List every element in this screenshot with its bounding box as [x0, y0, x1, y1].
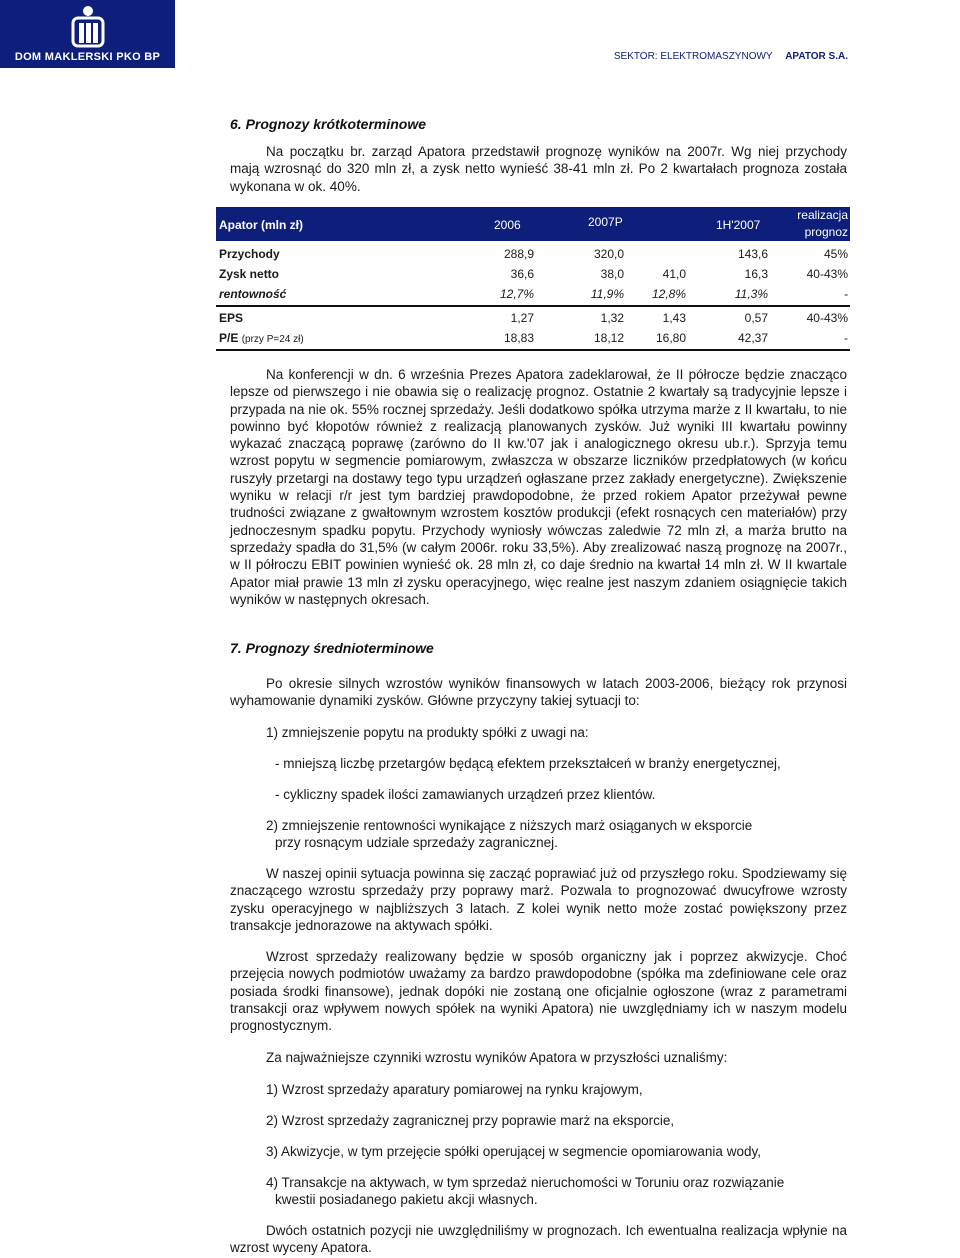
cell-2007b: 16,80 [655, 331, 686, 345]
cell-2006: 288,9 [503, 247, 534, 261]
cell-2007a: 18,12 [593, 331, 624, 345]
cell-2007a: 11,9% [590, 287, 624, 301]
table-row [216, 328, 850, 348]
header-info [614, 51, 848, 62]
cell-real: - [844, 331, 848, 345]
cell-2007b: 41,0 [662, 267, 686, 281]
cell-1h: 0,57 [744, 311, 768, 325]
list-subitem: - mniejszą liczbę przetargów będącą efektem przekształceń w branży energetycznej, [275, 756, 781, 771]
header-2007p: 2007P [588, 215, 623, 229]
list-subitem: - cykliczny spadek ilości zamawianych urządzeń przez klientów. [275, 787, 656, 802]
table-row [216, 264, 850, 284]
table-divider [216, 305, 850, 307]
cell-2007a: 320,0 [593, 247, 624, 261]
cell-2007a: 38,0 [600, 267, 624, 281]
table-bottom-rule [216, 349, 850, 351]
brand-block [0, 0, 175, 68]
table-row [216, 308, 850, 328]
cell-2006: 36,6 [510, 267, 534, 281]
section6-intro: Na początku br. zarząd Apatora przedstawił prognozę wyników na 2007r. Wg niej przychody mają wzrosnąć do 320 mln zł, a zysk netto wynieść 38-41 mln zł. Po 2 kwartałach prognoza została wykonana w ok. 40%. [230, 144, 847, 194]
cell-2007a: 1,32 [600, 311, 624, 325]
header-label: Apator (mln zł) [219, 218, 303, 232]
row-label-note: (przy P=24 zł) [241, 334, 304, 345]
row-label: Przychody [219, 247, 280, 261]
cell-real: 40-43% [806, 267, 848, 281]
section7-p1: Po okresie silnych wzrostów wyników finansowych w latach 2003-2006, bieżący rok przynosi wyhamowanie dynamiki zysków. Główne przyczyny takiej sytuacji to: [230, 676, 847, 709]
factor-item: 4) Transakcje na aktywach, w tym sprzedaż nieruchomości w Toruniu oraz rozwiązanie [266, 1175, 785, 1190]
row-label: Zysk netto [219, 267, 280, 281]
table-header [216, 207, 850, 241]
brand-name: DOM MAKLERSKI PKO BP [14, 51, 161, 63]
company-label: APATOR S.A. [785, 51, 848, 62]
section7-p2: W naszej opinii sytuacja powinna się zacząć poprawiać już od przyszłego roku. Spodziewamy się znaczącego wzrostu sprzedaży przy poprawy marż. Pozwala to prognozować dwucyfrowe wzrosty zysku operacyjnego w najbliższych 3 latach. Z kolei wynik netto może zostać powiększony przez transakcje jednorazowe na aktywach spółki. [230, 866, 847, 933]
sector-label: SEKTOR: ELEKTROMASZYNOWY [613, 51, 773, 62]
cell-1h: 11,3% [734, 287, 768, 301]
table-row [216, 284, 850, 304]
section6-title: 6. Prognozy krótkoterminowe [230, 116, 427, 132]
cell-real: 40-43% [806, 311, 848, 325]
section6-body: Na konferencji w dn. 6 września Prezes Apatora zadeklarował, że II półrocze będzie znacząco lepsze od pierwszego i nie obawia się o realizację prognoz. Ostatnie 2 kwartały są tradycyjnie lepsze i przypada na nie ok. 55% rocznej sprzedaży. Jeśli dodatkowo spółka utrzyma marże z II kwartału, to nie powinno być kłopotów również z realizacją planowanych zysków. Już wyniki III kwartału powinny wykazać znaczącą poprawę (zarówno do II kw.'07 jak i analogicznego okresu ub.r.). Sprzyja temu wzrost popytu w segmencie pomiarowym, zwłaszcza w obszarze liczników przedpłatowych (w końcu ruszyły przetargi na dostawy tego typu urządzeń ogłaszane przez zakłady energetyczne). Zwiększenie wyniku w relacji r/r jest tym bardziej prawdopodobne, że przed rokiem Apator przeżywał pewne trudności związane z gwałtownym wzrostem kosztów produkcji (efekt rosnących cen materiałów) przy jednoczesnym spadku popytu. Przychody wyniosły wówczas zaledwie 72 mln zł, a marża brutto na sprzedaży spadła do 31,5% (w całym 2006r. roku 33,5%). Aby zrealizować naszą prognozę na 2007r., w II półroczu EBIT powinien wynieść ok. 28 mln zł, co daje średnio na kwartał 14 mln zł. W II kwartale Apator miał prawie 13 mln zł zysku operacyjnego, więc realne jest naszym zdaniem osiągnięcie takich wyników w następnych okresach. [230, 367, 847, 607]
cell-1h: 42,37 [737, 331, 768, 345]
list-item: 2) zmniejszenie rentowności wynikające z niższych marż osiąganych w eksporcie [266, 818, 753, 833]
header-1h2007: 1H'2007 [716, 218, 761, 232]
list-item: 1) zmniejszenie popytu na produkty spółki z uwagi na: [266, 725, 589, 740]
forecast-table [216, 207, 850, 352]
header-2006: 2006 [494, 218, 521, 232]
row-label: rentowność [219, 287, 287, 301]
cell-1h: 16,3 [744, 267, 768, 281]
cell-real: - [844, 287, 848, 301]
section7-p5: Dwóch ostatnich pozycji nie uwzględniliśmy w prognozach. Ich ewentualna realizacja wpłynie na wzrost wyceny Apatora. [230, 1223, 847, 1256]
row-label: EPS [219, 311, 244, 325]
factor-item-continued: kwestii posiadanego pakietu akcji własnych. [275, 1192, 538, 1207]
header-realizacja: realizacja [797, 208, 848, 222]
cell-2007b: 12,8% [651, 287, 686, 301]
list-item-continued: przy rosnącym udziale sprzedaży zagranicznej. [275, 835, 558, 850]
cell-1h: 143,6 [737, 247, 768, 261]
pko-logo-icon [68, 4, 108, 50]
factor-item: 1) Wzrost sprzedaży aparatury pomiarowej na rynku krajowym, [266, 1082, 643, 1097]
cell-2007b: 1,43 [662, 311, 686, 325]
factor-item: 3) Akwizycje, w tym przejęcie spółki operującej w segmencie opomiarowania wody, [266, 1144, 761, 1159]
cell-real: 45% [823, 247, 848, 261]
factor-item: 2) Wzrost sprzedaży zagranicznej przy poprawie marż na eksporcie, [266, 1113, 675, 1128]
section7-title: 7. Prognozy średnioterminowe [230, 640, 434, 656]
row-label: P/E (przy P=24 zł) [219, 331, 304, 345]
header-prognoz: prognoz [804, 225, 848, 239]
cell-2006: 18,83 [503, 331, 534, 345]
cell-2006: 12,7% [499, 287, 534, 301]
table-row [216, 244, 850, 264]
section7-p3: Wzrost sprzedaży realizowany będzie w sposób organiczny jak i poprzez akwizycje. Choć przejęcia nowych podmiotów uważamy za bardzo prawdopodobne (spółka ma zdefiniowane cele oraz posiada środki finansowe), jednak dopóki nie zostaną one oficjalnie ogłoszone (wraz z parametrami transakcji oraz wpływem nowych spółek na wyniki Apatora) nie uwzględniamy ich w naszym modelu prognostycznym. [230, 949, 847, 1034]
section7-p4: Za najważniejsze czynniki wzrostu wyników Apatora w przyszłości uznaliśmy: [266, 1050, 728, 1065]
cell-2006: 1,27 [510, 311, 534, 325]
